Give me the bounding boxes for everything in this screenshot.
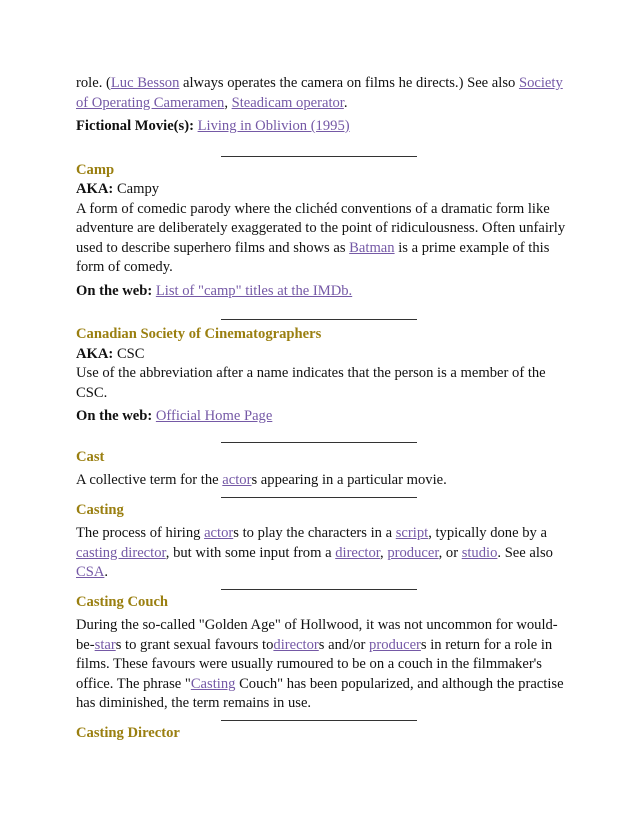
text: ,	[380, 544, 388, 561]
csc-web-line	[76, 407, 568, 427]
divider	[221, 589, 417, 590]
text: The process of hiring	[76, 525, 205, 541]
actor-link[interactable]: actor	[222, 472, 252, 488]
batman-link[interactable]: Batman	[349, 239, 395, 256]
text: is a prime example of this form of comedy.	[76, 239, 550, 275]
cast-definition	[76, 471, 568, 491]
text: s and/or	[318, 636, 370, 653]
text: always operates the camera on films he directs.) See also	[179, 75, 519, 91]
csc-aka-line	[76, 345, 568, 365]
luc-besson-link[interactable]: Luc Besson	[110, 75, 180, 91]
csc-definition: Use of the abbreviation after a name indicates that the person is a member of the CSC.	[76, 365, 546, 401]
divider	[221, 156, 417, 157]
text: Couch" has been popularized, and although the practise has diminished, the term remains in use.	[76, 675, 564, 711]
csa-link[interactable]: CSA	[76, 564, 105, 580]
aka-label: AKA:	[76, 181, 114, 197]
glossary-content	[76, 74, 568, 743]
on-the-web-label: On the web:	[76, 408, 153, 424]
fictional-movies-label: Fictional Movie(s):	[76, 118, 194, 134]
intro-paragraph	[76, 74, 568, 113]
text: s appearing in a particular movie.	[251, 472, 447, 488]
divider	[221, 497, 417, 498]
text: , or	[438, 544, 462, 561]
aka-value: CSC	[113, 345, 145, 362]
casting-link[interactable]: Casting	[190, 675, 236, 692]
actor-link[interactable]: actor	[204, 525, 234, 541]
fictional-movies-line	[76, 117, 568, 137]
casting-couch-definition	[76, 616, 568, 714]
text: role. (	[76, 75, 111, 91]
text: s to play the characters in a	[233, 525, 396, 541]
text: A collective term for the	[76, 472, 223, 488]
casting-definition	[76, 524, 568, 583]
director-link[interactable]: director	[335, 544, 381, 561]
divider	[221, 319, 417, 320]
official-home-page-link[interactable]: Official Home Page	[155, 408, 273, 424]
text: .	[343, 94, 348, 111]
term-casting-director: Casting Director	[76, 724, 180, 741]
term-casting-couch: Casting Couch	[76, 593, 169, 610]
text: During the so-called "Golden Age" of Hollwood, it was not uncommon for would-be-	[76, 617, 558, 653]
producer-link[interactable]: producer	[387, 544, 439, 561]
text: . See also	[497, 544, 553, 561]
term-casting: Casting	[76, 501, 124, 518]
steadicam-operator-link[interactable]: Steadicam operator	[231, 94, 344, 111]
aka-label: AKA:	[76, 345, 114, 362]
studio-link[interactable]: studio	[461, 544, 498, 561]
term-canadian-society-of-cinematographers: Canadian Society of Cinematographers	[76, 326, 322, 342]
script-link[interactable]: script	[395, 525, 429, 541]
text: s in return for a role in films. These favours were usually rumoured to be on a couch in the filmmaker's office. The phrase "	[76, 636, 553, 692]
society-of-operating-cameramen-link[interactable]: Society of Operating Cameramen	[76, 75, 563, 111]
star-link[interactable]: star	[94, 636, 116, 653]
camp-titles-imdb-link[interactable]: List of "camp" titles at the IMDb.	[155, 282, 353, 299]
text: .	[104, 564, 109, 580]
text: , typically done by a	[428, 525, 547, 541]
text: , but with some input from a	[165, 544, 336, 561]
director-link[interactable]: director	[273, 636, 319, 653]
text: ,	[224, 94, 232, 111]
divider	[221, 442, 417, 443]
divider	[221, 720, 417, 721]
term-camp: Camp	[76, 161, 115, 178]
living-in-oblivion-link[interactable]: Living in Oblivion (1995)	[197, 118, 350, 134]
text: s to grant sexual favours to	[115, 636, 274, 653]
producer-link[interactable]: producer	[369, 636, 421, 653]
camp-web-line	[76, 282, 568, 302]
casting-director-link[interactable]: casting director	[76, 544, 166, 561]
camp-aka-line	[76, 180, 568, 200]
term-cast: Cast	[76, 448, 105, 465]
text: A form of comedic parody where the clichéd conventions of a dramatic form like adventure are deliberately exaggerated to the point of ridiculousness. Often unfairly used to describe superhero films and shows as	[76, 200, 566, 256]
on-the-web-label: On the web:	[76, 282, 153, 299]
aka-value: Campy	[113, 181, 160, 197]
camp-definition	[76, 200, 568, 278]
